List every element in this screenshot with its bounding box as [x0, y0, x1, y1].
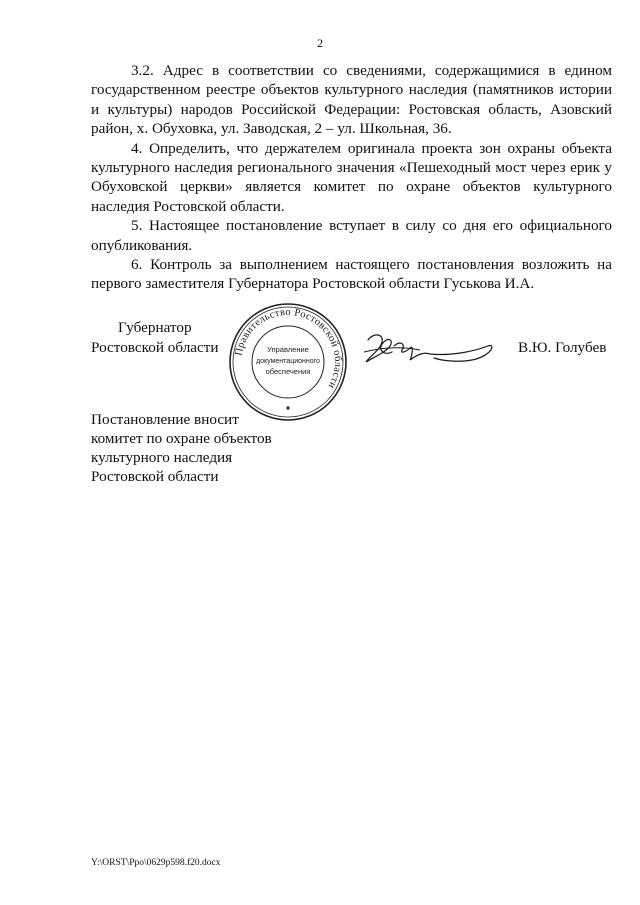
submitter-line3: культурного наследия	[91, 449, 233, 466]
official-seal	[226, 300, 350, 424]
body-text	[91, 61, 612, 294]
seal-inner-line2: документационного	[256, 358, 320, 365]
signer-title-line2: Ростовской области	[91, 339, 219, 356]
signer-title-line1: Губернатор	[118, 319, 192, 336]
submitter-line2: комитет по охране объектов	[91, 430, 272, 447]
paragraph-effective: 5. Настоящее постановление вступает в силу со дня его официального опубликования.	[91, 217, 612, 254]
seal-inner-line3: обеспечения	[265, 367, 311, 376]
paragraph-address: 3.2. Адрес в соответствии со сведениями, содержащимися в едином государственном реестре объектов культурного наследия (памятников истории и культуры) народов Российской Федерации: Ростовская область, Азовский район, х. Обуховка, ул. Заводская, 2 – ул. Школьная, 36.	[91, 62, 612, 138]
submitter-block	[91, 410, 272, 486]
seal-inner-line1: Управление	[267, 345, 309, 354]
signer-name: В.Ю. Голубев	[518, 339, 607, 356]
seal-outer-text: Правительство Ростовской области	[233, 306, 344, 391]
handwritten-signature	[360, 326, 500, 370]
submitter-line4: Ростовской области	[91, 468, 219, 485]
footer-file-path: Y:\ORST\Ppo\0629p598.f20.docx	[91, 858, 221, 868]
page-number: 2	[317, 36, 323, 50]
paragraph-holder: 4. Определить, что держателем оригинала проекта зон охраны объекта культурного наследия регионального значения «Пешеходный мост через ерик у Обуховской церкви» является комитет по охране объектов культурного наследия Ростовской области.	[91, 139, 612, 215]
signer-title	[91, 318, 219, 358]
submitter-line1: Постановление вносит	[91, 411, 239, 428]
paragraph-control: 6. Контроль за выполнением настоящего постановления возложить на первого заместителя Губернатора Ростовской области Гуськова И.А.	[91, 256, 612, 293]
